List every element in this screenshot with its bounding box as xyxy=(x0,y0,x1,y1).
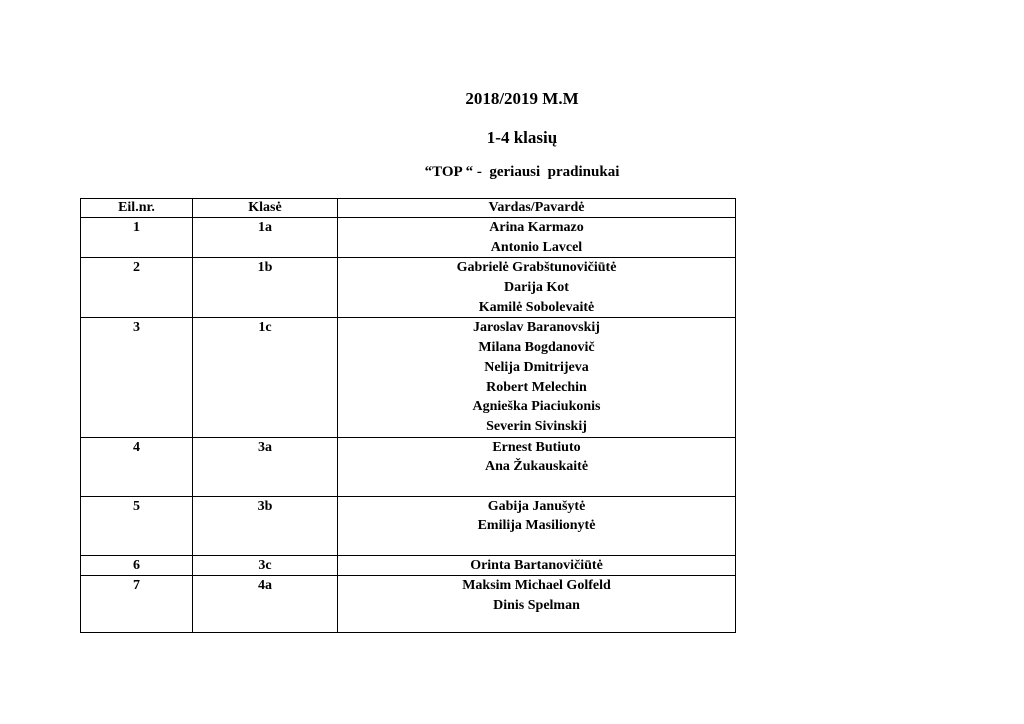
student-name: Ana Žukauskaitė xyxy=(484,459,589,475)
names-cell xyxy=(338,555,736,576)
row-number: 6 xyxy=(133,557,140,573)
class-label: 1b xyxy=(257,260,273,276)
names-cell xyxy=(338,318,736,437)
student-name: Agnieška Piaciukonis xyxy=(472,399,601,415)
student-name: Emilija Masilionytė xyxy=(477,518,596,534)
row-number: 5 xyxy=(133,498,140,514)
row-number-cell xyxy=(81,218,193,258)
student-name: Gabrielė Grabštunovičiūtė xyxy=(456,260,617,276)
row-number: 4 xyxy=(133,439,140,455)
names-cell xyxy=(338,218,736,258)
table-row xyxy=(81,258,736,318)
student-name: Antonio Lavcel xyxy=(490,239,583,255)
student-name: Orinta Bartanovičiūtė xyxy=(470,557,603,573)
student-name: Nelija Dmitrijeva xyxy=(484,359,589,375)
class-cell xyxy=(193,555,338,576)
class-cell xyxy=(193,218,338,258)
row-number-cell xyxy=(81,555,193,576)
class-label: 3a xyxy=(258,439,272,455)
names-cell xyxy=(338,496,736,555)
names-cell xyxy=(338,437,736,496)
row-number-cell xyxy=(81,437,193,496)
row-number-cell xyxy=(81,496,193,555)
row-number-cell xyxy=(81,318,193,437)
table-row xyxy=(81,576,736,633)
class-label: 1a xyxy=(258,220,272,235)
row-number: 3 xyxy=(133,320,140,336)
names-cell xyxy=(338,576,736,633)
document-title: 2018/2019 M.M xyxy=(465,89,579,108)
header-klase: Klasė xyxy=(193,199,338,218)
header-vardas-pavarde: Vardas/Pavardė xyxy=(338,199,736,218)
class-label: 1c xyxy=(258,320,272,336)
student-name: Gabija Janušytė xyxy=(487,498,586,514)
class-label: 3c xyxy=(258,557,272,573)
row-number: 2 xyxy=(133,260,140,276)
student-name: Darija Kot xyxy=(504,280,569,296)
class-label: 3b xyxy=(257,498,273,514)
student-name: Maksim Michael Golfeld xyxy=(462,578,611,594)
table-row xyxy=(81,437,736,496)
table-header-row xyxy=(81,199,736,218)
student-name: Severin Sivinskij xyxy=(486,418,587,434)
caption-text: “TOP “ - geriausi pradinukai xyxy=(424,164,620,180)
table-row xyxy=(81,218,736,258)
row-number-cell xyxy=(81,258,193,318)
ranking-table xyxy=(80,198,736,633)
student-name: Arina Karmazo xyxy=(489,220,584,235)
class-cell xyxy=(193,258,338,318)
table-row xyxy=(81,555,736,576)
class-cell xyxy=(193,576,338,633)
document-caption xyxy=(10,164,1024,181)
class-cell xyxy=(193,318,338,437)
class-cell xyxy=(193,437,338,496)
table-row xyxy=(81,318,736,437)
row-number-cell xyxy=(81,576,193,633)
class-cell xyxy=(193,496,338,555)
student-name: Ernest Butiuto xyxy=(492,439,581,455)
student-name: Dinis Spelman xyxy=(493,597,580,613)
class-label: 4a xyxy=(258,578,272,594)
names-cell xyxy=(338,258,736,318)
header-eil-nr: Eil.nr. xyxy=(81,199,193,218)
student-name: Kamilė Sobolevaitė xyxy=(478,299,595,315)
row-number: 7 xyxy=(133,578,140,594)
document-subtitle: 1-4 klasių xyxy=(486,128,558,147)
table-row xyxy=(81,496,736,555)
student-name: Milana Bogdanovič xyxy=(478,340,595,356)
student-name: Jaroslav Baranovskij xyxy=(473,320,600,336)
student-name: Robert Melechin xyxy=(486,379,587,395)
row-number: 1 xyxy=(133,220,140,235)
